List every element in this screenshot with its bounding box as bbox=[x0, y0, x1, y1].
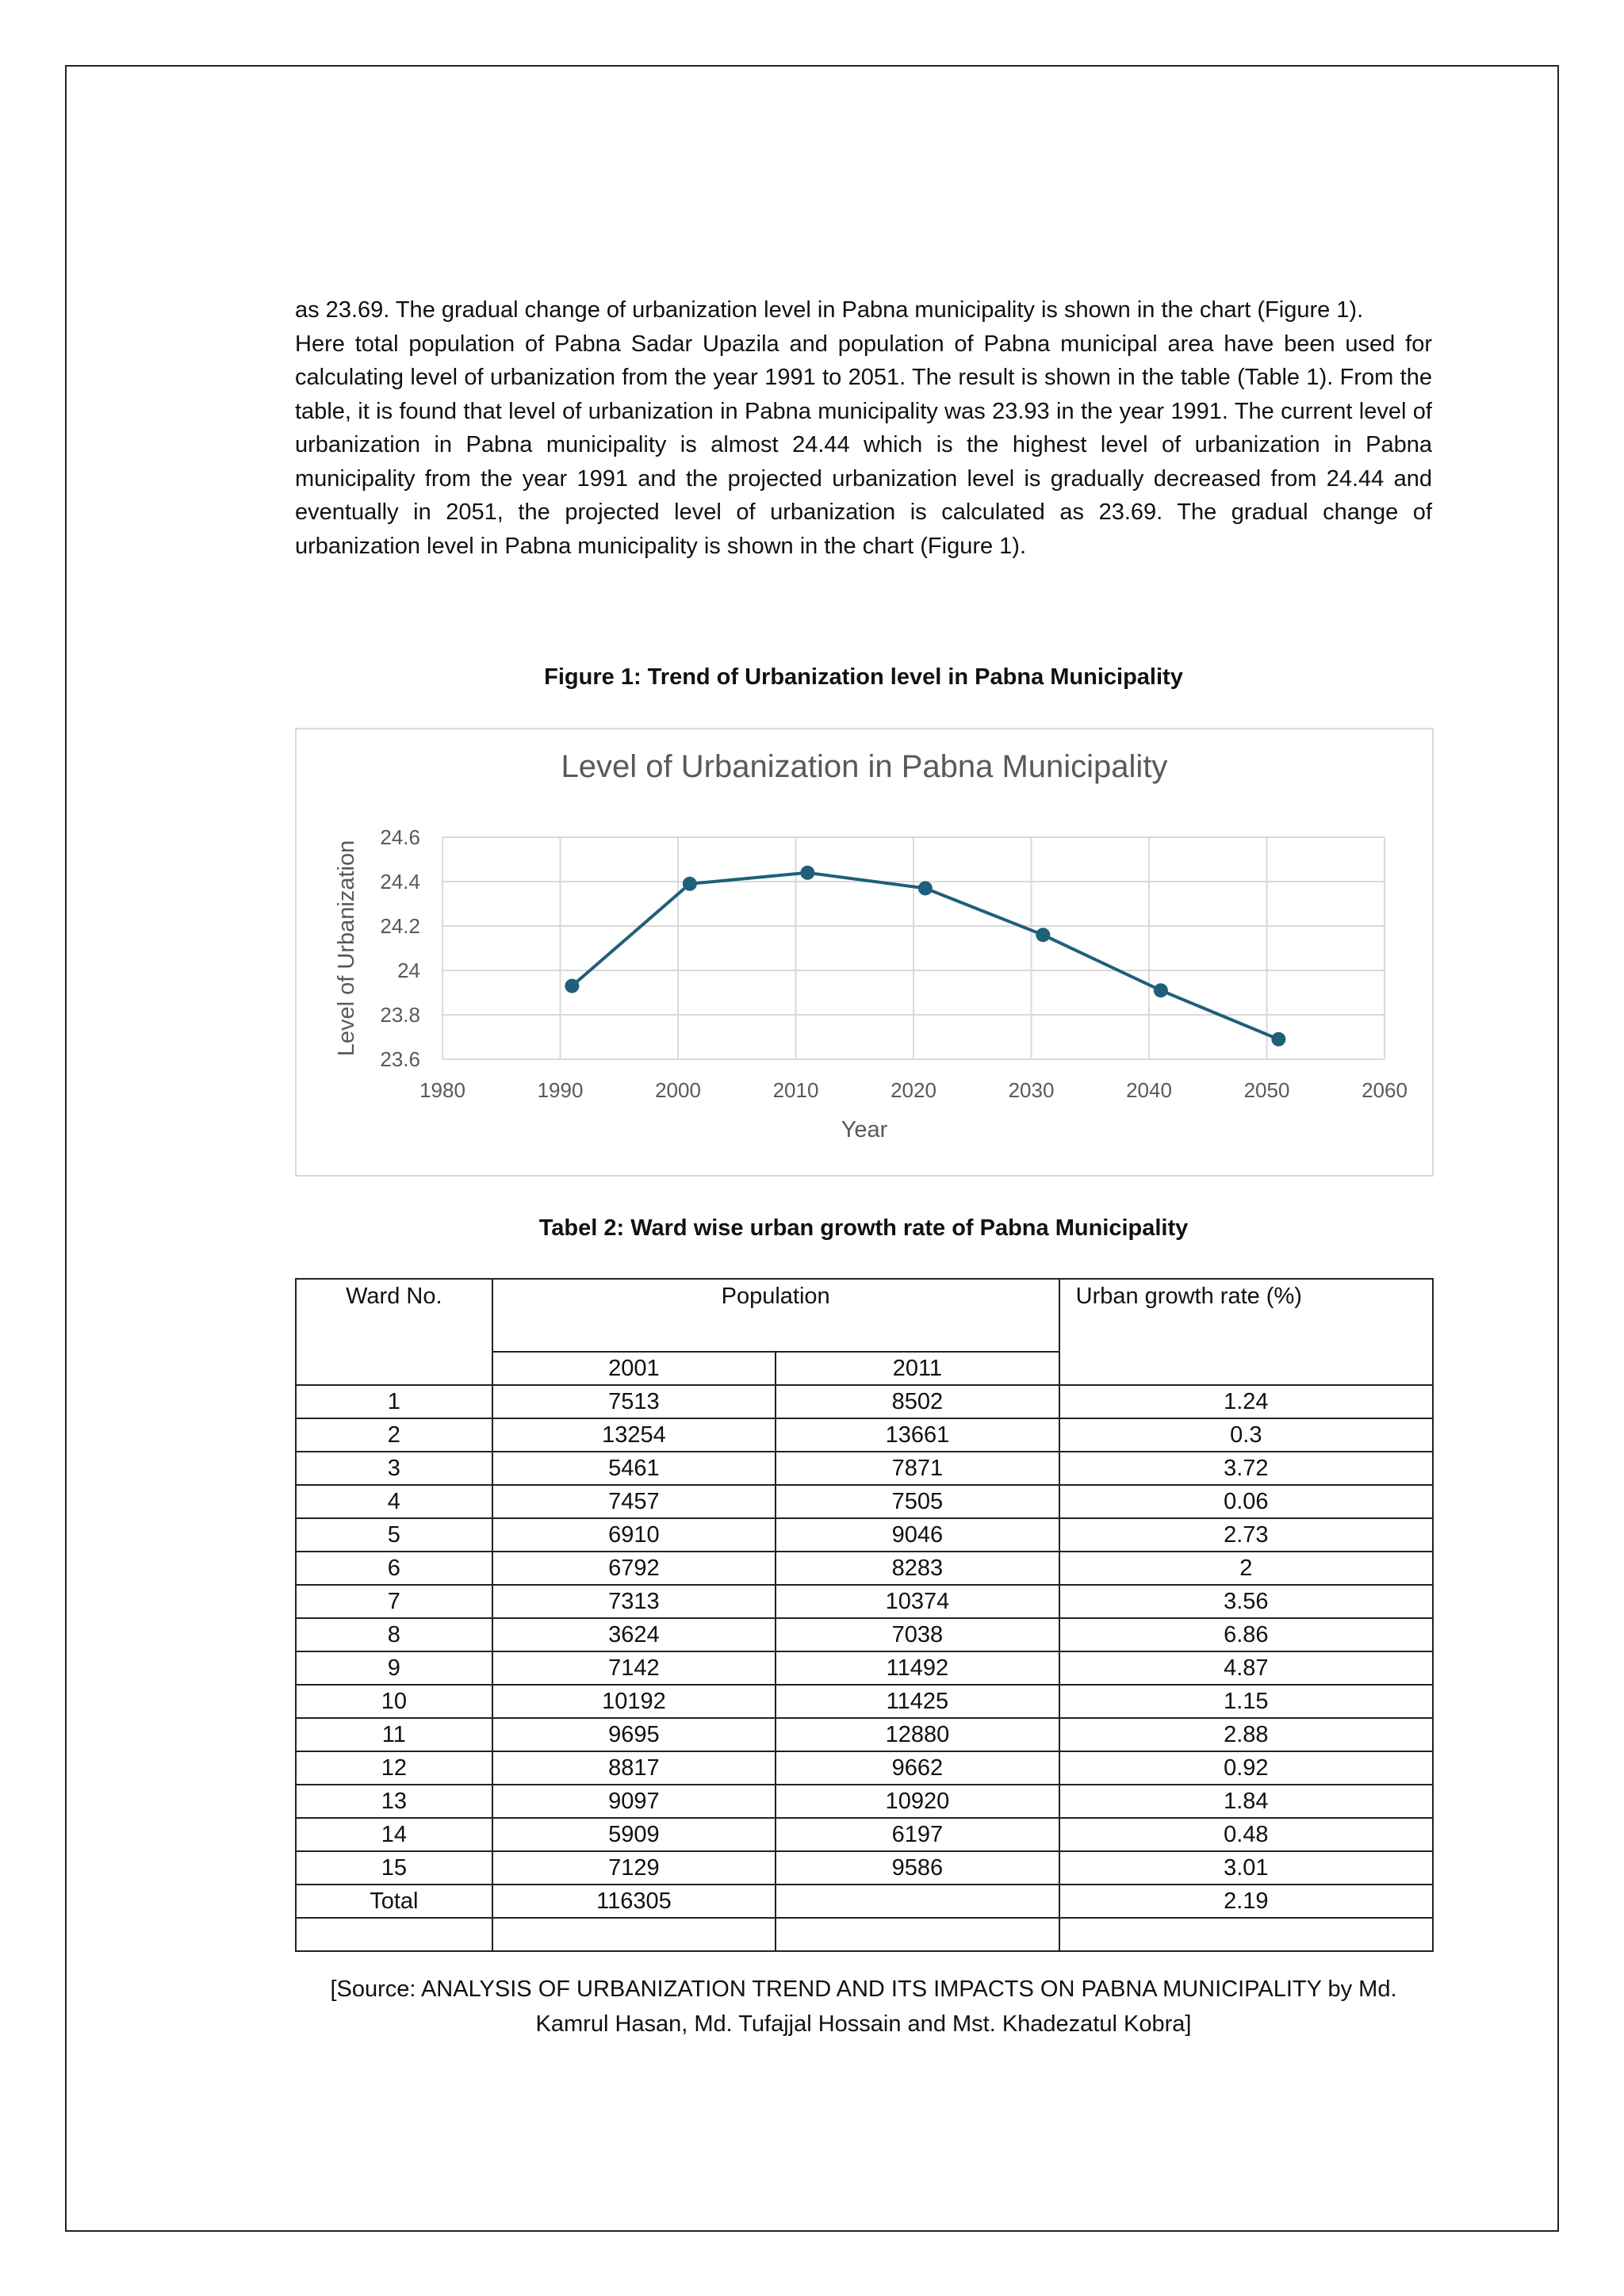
y-tick-label: 24 bbox=[397, 959, 420, 982]
cell-pop-2001: 7513 bbox=[492, 1385, 776, 1418]
data-point bbox=[683, 877, 697, 891]
cell-pop-2011: 7038 bbox=[776, 1618, 1059, 1651]
header-ward: Ward No. bbox=[296, 1279, 492, 1385]
x-tick-label: 2000 bbox=[655, 1078, 701, 1102]
cell-growth-rate: 3.56 bbox=[1059, 1585, 1433, 1618]
table-caption: Tabel 2: Ward wise urban growth rate of Pabna Municipality bbox=[538, 1215, 1189, 1241]
cell-ward: 11 bbox=[296, 1718, 492, 1751]
cell-pop-2001: 7313 bbox=[492, 1585, 776, 1618]
cell-growth-rate: 0.06 bbox=[1059, 1485, 1433, 1518]
cell-ward: Total bbox=[296, 1885, 492, 1918]
cell-growth-rate: 2.19 bbox=[1059, 1885, 1433, 1918]
cell-ward: 2 bbox=[296, 1418, 492, 1452]
data-point bbox=[800, 866, 814, 880]
cell-pop-2011: 9046 bbox=[776, 1518, 1059, 1552]
cell-pop-2011: 6197 bbox=[776, 1818, 1059, 1851]
cell-growth-rate: 3.01 bbox=[1059, 1851, 1433, 1885]
table-row bbox=[296, 1785, 1433, 1818]
cell-growth-rate: 1.84 bbox=[1059, 1785, 1433, 1818]
table-row bbox=[296, 1485, 1433, 1518]
cell-pop-2011: 12880 bbox=[776, 1718, 1059, 1751]
cell-pop-2001: 7457 bbox=[492, 1485, 776, 1518]
y-axis-title: Level of Urbanization bbox=[334, 840, 359, 1057]
cell-growth-rate: 0.3 bbox=[1059, 1418, 1433, 1452]
y-tick-label: 23.8 bbox=[380, 1003, 420, 1027]
cell-ward: 14 bbox=[296, 1818, 492, 1851]
cell-pop-2001: 5461 bbox=[492, 1452, 776, 1485]
header-population: Population bbox=[492, 1279, 1059, 1352]
cell-growth-rate: 0.48 bbox=[1059, 1818, 1433, 1851]
table-row bbox=[296, 1452, 1433, 1485]
table-row bbox=[296, 1851, 1433, 1885]
cell-pop-2001: 7129 bbox=[492, 1851, 776, 1885]
cell-growth-rate: 0.92 bbox=[1059, 1751, 1433, 1785]
cell-pop-2011: 10374 bbox=[776, 1585, 1059, 1618]
y-tick-label: 24.2 bbox=[380, 914, 420, 938]
cell-ward: 1 bbox=[296, 1385, 492, 1418]
table-row bbox=[296, 1685, 1433, 1718]
table-row bbox=[296, 1418, 1433, 1452]
x-tick-label: 2020 bbox=[891, 1078, 936, 1102]
table-row bbox=[296, 1385, 1433, 1418]
table-row bbox=[296, 1618, 1433, 1651]
x-tick-label: 1980 bbox=[419, 1078, 465, 1102]
cell-pop-2001: 6792 bbox=[492, 1552, 776, 1585]
x-tick-label: 2040 bbox=[1126, 1078, 1172, 1102]
cell-pop-2001: 3624 bbox=[492, 1618, 776, 1651]
paragraph: Here total population of Pabna Sadar Upazila and population of Pabna municipal area have been used for calculating level of urbanization from the year 1991 to 2051. The result is shown in the table (Table 1). From the table, it is found that level of urbanization in Pabna municipality was 23.93 in the year 1991. The current level of urbanization in Pabna municipality is almost 24.44 which is the highest level of urbanization in Pabna municipality from the year 1991 and the projected urbanization level is gradually decreased from 24.44 and eventually in 2051, the projected level of urbanization is calculated as 23.69. The gradual change of urbanization level in Pabna municipality is shown in the chart (Figure 1). bbox=[295, 331, 1432, 559]
cell-pop-2001 bbox=[492, 1918, 776, 1951]
table-row bbox=[296, 1718, 1433, 1751]
table-header-row bbox=[296, 1279, 1433, 1352]
cell-pop-2011 bbox=[776, 1885, 1059, 1918]
cell-pop-2011: 7505 bbox=[776, 1485, 1059, 1518]
table-row bbox=[296, 1918, 1433, 1951]
cell-ward: 12 bbox=[296, 1751, 492, 1785]
chart-title: Level of Urbanization in Pabna Municipality bbox=[561, 749, 1168, 784]
table-row bbox=[296, 1885, 1433, 1918]
cell-pop-2001: 8817 bbox=[492, 1751, 776, 1785]
cell-pop-2001: 5909 bbox=[492, 1818, 776, 1851]
body-text bbox=[295, 293, 1432, 563]
y-tick-label: 24.4 bbox=[380, 870, 420, 894]
cell-pop-2001: 7142 bbox=[492, 1651, 776, 1685]
cell-ward: 3 bbox=[296, 1452, 492, 1485]
data-point bbox=[918, 881, 933, 895]
cell-pop-2011: 13661 bbox=[776, 1418, 1059, 1452]
cell-pop-2001: 9695 bbox=[492, 1718, 776, 1751]
cell-pop-2011: 9586 bbox=[776, 1851, 1059, 1885]
cell-growth-rate: 2 bbox=[1059, 1552, 1433, 1585]
cell-ward: 6 bbox=[296, 1552, 492, 1585]
figure-caption: Figure 1: Trend of Urbanization level in Pabna Municipality bbox=[544, 664, 1183, 690]
cell-ward: 13 bbox=[296, 1785, 492, 1818]
x-tick-label: 1990 bbox=[537, 1078, 584, 1102]
table-row bbox=[296, 1751, 1433, 1785]
x-tick-label: 2010 bbox=[772, 1078, 819, 1102]
table-row bbox=[296, 1518, 1433, 1552]
cell-pop-2011: 11492 bbox=[776, 1651, 1059, 1685]
cell-growth-rate: 4.87 bbox=[1059, 1651, 1433, 1685]
line-chart bbox=[297, 729, 1432, 1175]
table-row bbox=[296, 1818, 1433, 1851]
data-point bbox=[1271, 1032, 1285, 1047]
cell-ward: 7 bbox=[296, 1585, 492, 1618]
cell-growth-rate: 1.24 bbox=[1059, 1385, 1433, 1418]
cell-pop-2001: 13254 bbox=[492, 1418, 776, 1452]
cell-pop-2011: 11425 bbox=[776, 1685, 1059, 1718]
cell-growth-rate bbox=[1059, 1918, 1433, 1951]
cell-ward: 9 bbox=[296, 1651, 492, 1685]
cell-growth-rate: 3.72 bbox=[1059, 1452, 1433, 1485]
table-row bbox=[296, 1651, 1433, 1685]
cell-ward: 4 bbox=[296, 1485, 492, 1518]
cell-pop-2001: 10192 bbox=[492, 1685, 776, 1718]
cell-growth-rate: 2.88 bbox=[1059, 1718, 1433, 1751]
cell-pop-2011: 7871 bbox=[776, 1452, 1059, 1485]
x-axis-title: Year bbox=[841, 1117, 888, 1142]
cell-ward: 10 bbox=[296, 1685, 492, 1718]
cell-pop-2011 bbox=[776, 1918, 1059, 1951]
header-year-2001: 2001 bbox=[492, 1352, 776, 1385]
table-row bbox=[296, 1552, 1433, 1585]
cell-pop-2011: 8502 bbox=[776, 1385, 1059, 1418]
x-tick-label: 2050 bbox=[1243, 1078, 1290, 1102]
table-row bbox=[296, 1585, 1433, 1618]
cell-growth-rate: 6.86 bbox=[1059, 1618, 1433, 1651]
cell-ward: 15 bbox=[296, 1851, 492, 1885]
header-year-2011: 2011 bbox=[776, 1352, 1059, 1385]
cell-pop-2011: 10920 bbox=[776, 1785, 1059, 1818]
cell-ward bbox=[296, 1918, 492, 1951]
data-point bbox=[565, 979, 579, 993]
cell-growth-rate: 2.73 bbox=[1059, 1518, 1433, 1552]
cell-pop-2011: 8283 bbox=[776, 1552, 1059, 1585]
data-point bbox=[1154, 983, 1168, 997]
cell-pop-2001: 6910 bbox=[492, 1518, 776, 1552]
data-point bbox=[1036, 928, 1050, 942]
x-tick-label: 2030 bbox=[1008, 1078, 1055, 1102]
cell-pop-2001: 9097 bbox=[492, 1785, 776, 1818]
growth-rate-table bbox=[295, 1278, 1434, 1952]
y-tick-label: 23.6 bbox=[380, 1047, 420, 1071]
cell-ward: 8 bbox=[296, 1618, 492, 1651]
source-note: [Source: ANALYSIS OF URBANIZATION TREND AND ITS IMPACTS ON PABNA MUNICIPALITY by Md. Kamrul Hasan, Md. Tufajjal Hossain and Mst. Khadezatul Kobra] bbox=[330, 1976, 1397, 2037]
cell-pop-2011: 9662 bbox=[776, 1751, 1059, 1785]
header-growth-rate: Urban growth rate (%) bbox=[1059, 1279, 1433, 1385]
cell-ward: 5 bbox=[296, 1518, 492, 1552]
cell-growth-rate: 1.15 bbox=[1059, 1685, 1433, 1718]
x-tick-label: 2060 bbox=[1362, 1078, 1408, 1102]
y-tick-label: 24.6 bbox=[380, 825, 420, 849]
paragraph: as 23.69. The gradual change of urbanization level in Pabna municipality is shown in the chart (Figure 1). bbox=[295, 297, 1364, 323]
chart-container bbox=[295, 728, 1434, 1177]
cell-pop-2001: 116305 bbox=[492, 1885, 776, 1918]
